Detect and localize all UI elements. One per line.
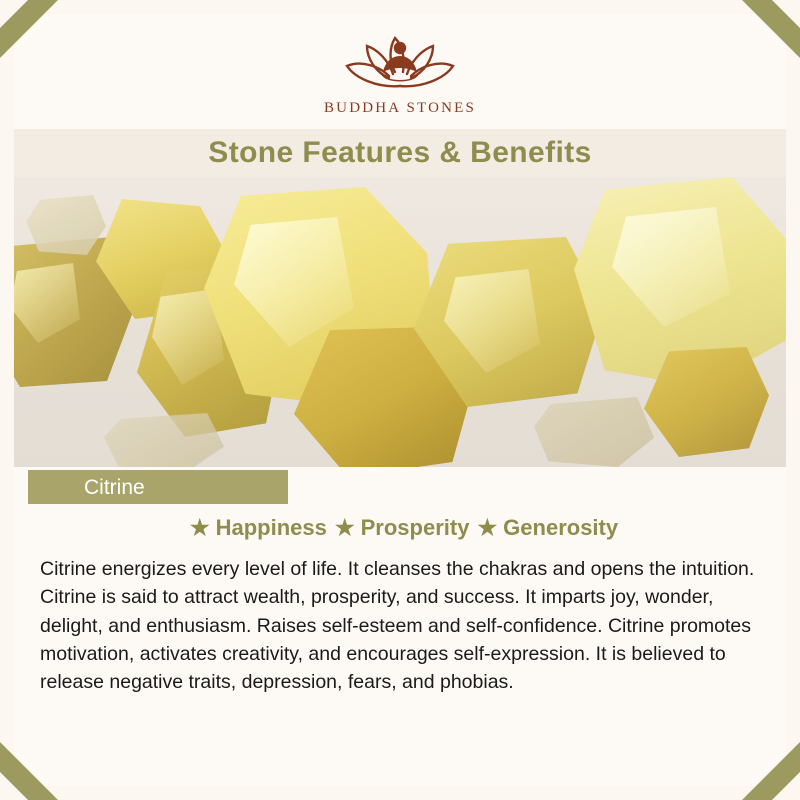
star-icon: ★ xyxy=(477,515,498,540)
page-title: Stone Features & Benefits xyxy=(208,136,592,169)
page-title-bar xyxy=(14,129,786,177)
corner-notch-top-left xyxy=(0,0,28,28)
keyword-label: Prosperity xyxy=(360,515,470,540)
keyword-item xyxy=(469,515,618,541)
keyword-item xyxy=(327,515,470,541)
brand-logo-block xyxy=(14,14,786,117)
keyword-item xyxy=(182,515,327,541)
corner-notch-bottom-right xyxy=(772,772,800,800)
keyword-label: Generosity xyxy=(503,515,619,540)
stone-name-swatch xyxy=(28,470,288,504)
lotus-meditation-icon xyxy=(315,26,485,98)
stone-name: Citrine xyxy=(84,476,145,499)
stone-keywords xyxy=(14,507,786,545)
star-icon: ★ xyxy=(334,515,355,540)
hero-image xyxy=(14,177,786,467)
keyword-label: Happiness xyxy=(215,515,327,540)
stone-name-band xyxy=(14,467,786,507)
brand-name: BUDDHA STONES xyxy=(323,100,477,116)
poster-inner-panel xyxy=(14,14,786,786)
corner-notch-top-right xyxy=(772,0,800,28)
corner-notch-bottom-left xyxy=(0,772,28,800)
stone-description: Citrine energizes every level of life. It cleanses the chakras and opens the intuition. Citrine is said to attract wealth, prosperity, and success. It imparts joy, wonder, delight, and enthusiasm. Raises self-esteem and self-confidence. Citrine promotes motivation, activates creativity, and encourages self-expression. It is believed to release negative traits, depression, fears, and phobias. xyxy=(40,558,755,694)
star-icon: ★ xyxy=(189,515,210,540)
